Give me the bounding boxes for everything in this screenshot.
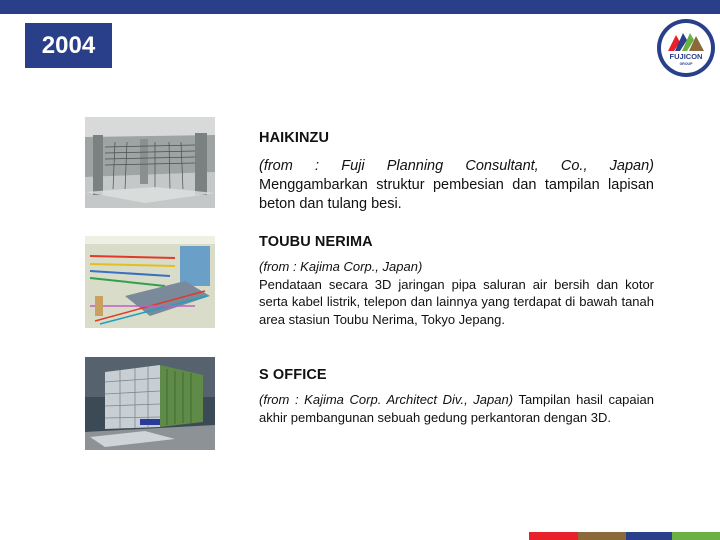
year-label: 2004 bbox=[41, 31, 96, 59]
footer-strip-blue bbox=[626, 532, 672, 540]
entry-description: Menggambarkan struktur pembesian dan tampilan lapisan beton dan tulang besi. bbox=[259, 177, 654, 212]
entry-haikinzu bbox=[259, 130, 654, 214]
entry-s-office bbox=[259, 367, 654, 426]
logo-brand-text: FUJICON bbox=[669, 52, 703, 61]
entry-paragraph bbox=[259, 157, 654, 214]
footer-strip-green bbox=[672, 532, 720, 540]
entry-title: TOUBU NERIMA bbox=[259, 234, 373, 250]
year-badge bbox=[25, 23, 112, 68]
entry-description: Tampilan hasil capaian akhir pembangunan sebuah gedung perkantoran dengan 3D. bbox=[259, 392, 654, 425]
top-bar bbox=[0, 0, 720, 14]
entry-toubu-nerima bbox=[259, 234, 654, 328]
fujicon-logo bbox=[656, 18, 716, 78]
footer-strip-brown bbox=[578, 532, 626, 540]
footer-strip-red bbox=[529, 532, 578, 540]
haikinzu-image bbox=[85, 117, 215, 208]
entry-source: (from : Fuji Planning Consultant, Co., Japan) bbox=[259, 158, 654, 174]
logo-sub-text: GROUP bbox=[679, 62, 693, 66]
entry-title: S OFFICE bbox=[259, 367, 327, 383]
entry-source: (from : Kajima Corp. Architect Div., Japan) bbox=[259, 392, 514, 407]
entry-source: (from : Kajima Corp., Japan) bbox=[259, 259, 423, 274]
entry-description: Pendataan secara 3D jaringan pipa saluran air bersih dan kotor serta kabel listrik, telepon dan lainnya yang terdapat di bawah tanah area stasiun Toubu Nerima, Tokyo Jepang. bbox=[259, 276, 654, 327]
s-office-image bbox=[85, 357, 215, 450]
toubu-nerima-image bbox=[85, 236, 215, 328]
entry-paragraph bbox=[259, 258, 654, 328]
entry-title: HAIKINZU bbox=[259, 130, 330, 146]
entry-paragraph bbox=[259, 391, 654, 426]
